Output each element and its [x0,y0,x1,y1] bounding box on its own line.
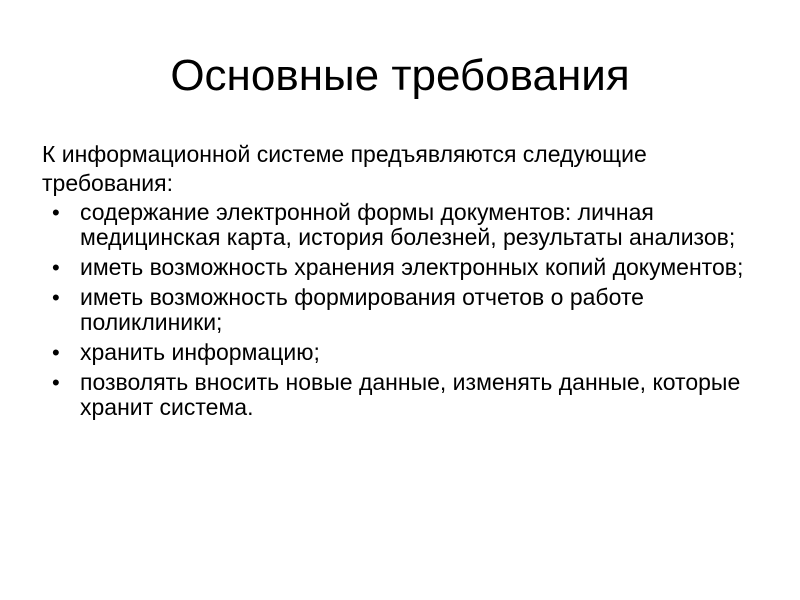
bullet-icon: • [52,370,60,395]
slide-title: Основные требования [170,51,630,100]
requirement-text: содержание электронной формы документов: личная медицинская карта, история болезней, результаты анализов; [80,199,736,250]
requirement-text: иметь возможность формирования отчетов о работе поликлиники; [80,284,644,335]
requirement-text: позволять вносить новые данные, изменять данные, которые хранит система. [80,369,741,420]
bullet-icon: • [52,255,60,280]
bullet-icon: • [52,340,60,365]
list-item [42,200,782,250]
requirement-text: хранить информацию; [80,339,320,365]
list-item [42,285,782,335]
list-item [42,255,782,280]
requirements-list [42,200,782,420]
bullet-icon: • [52,200,60,225]
bullet-icon: • [52,285,60,310]
list-item [42,340,782,365]
slide-body [42,140,782,425]
list-item [42,370,782,420]
requirement-text: иметь возможность хранения электронных копий документов; [80,254,744,280]
intro-text: К информационной системе предъявляются следующие требования: [42,141,647,196]
